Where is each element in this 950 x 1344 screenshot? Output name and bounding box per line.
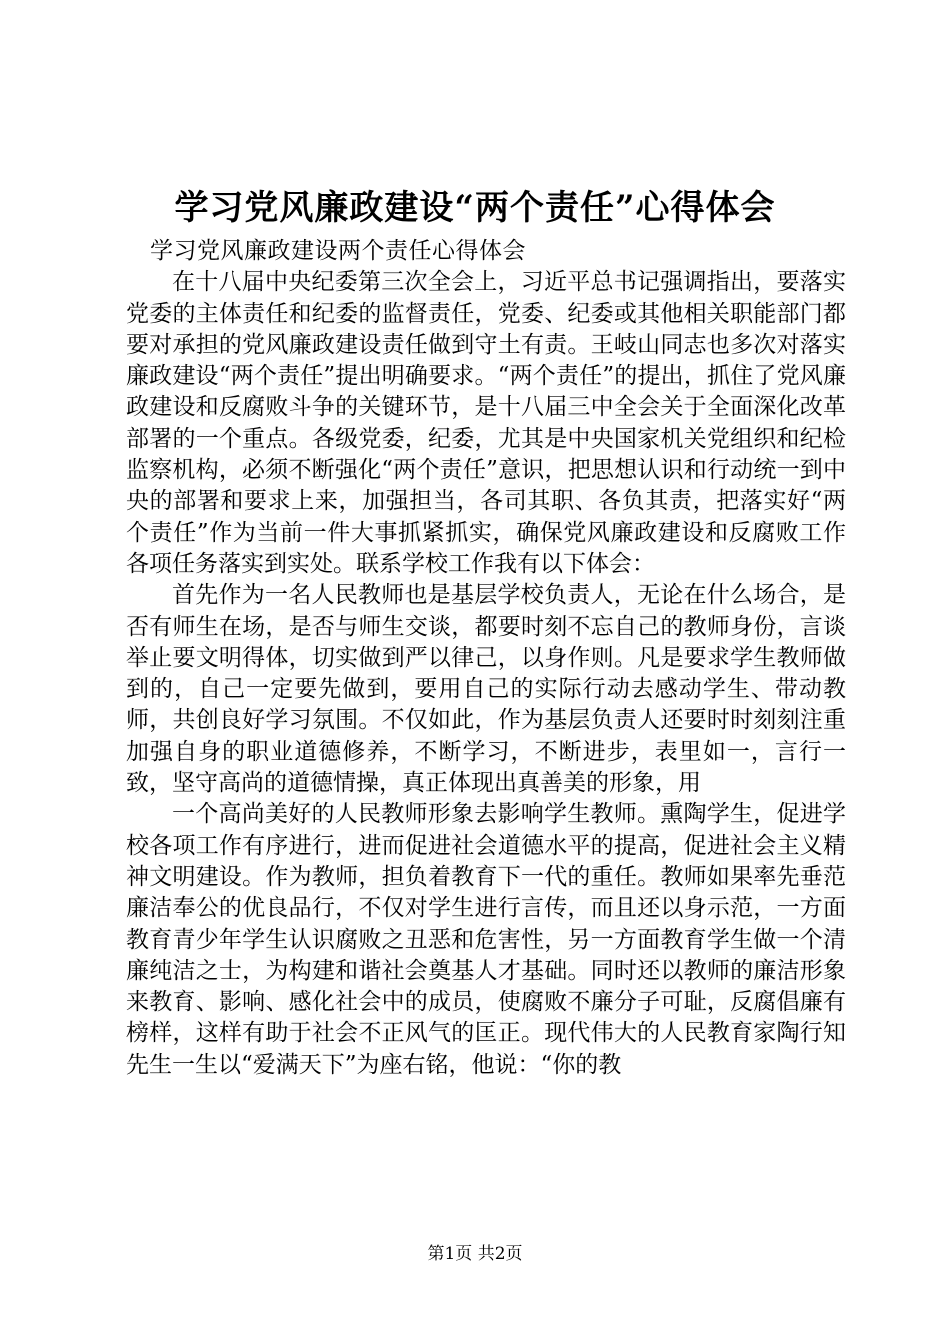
body-paragraph: 首先作为一名人民教师也是基层学校负责人，无论在什么场合，是否有师生在场，是否与师生交谈，都要时刻不忘自己的教师身份，言谈举止要文明得体，切实做到严以律己，以身作则。凡是要求学生教师做到的，自己一定要先做到，要用自己的实际行动去感动学生、带动教师，共创良好学习氛围。不仅如此，作为基层负责人还要时时刻刻注重加强自身的职业道德修养，不断学习，不断进步，表里如一，言行一致，坚守高尚的道德情操，真正体现出真善美的形象，用 [126, 582, 846, 797]
body-paragraph: 在十八届中央纪委第三次全会上，习近平总书记强调指出，要落实党委的主体责任和纪委的监督责任，党委、纪委或其他相关职能部门都要对承担的党风廉政建设责任做到守土有责。王岐山同志也多次对落实廉政建设“两个责任”提出明确要求。“两个责任”的提出，抓住了党风廉政建设和反腐败斗争的关键环节，是十八届三中全会关于全面深化改革部署的一个重点。各级党委，纪委，尤其是中央国家机关党组织和纪检监察机构，必须不断强化“两个责任”意识，把思想认识和行动统一到中央的部署和要求上来，加强担当，各司其职、各负其责，把落实好“两个责任”作为当前一件大事抓紧抓实，确保党风廉政建设和反腐败工作各项任务落实到实处。联系学校工作我有以下体会： [126, 269, 846, 577]
document-title: 学习党风廉政建设“两个责任”心得体会 [174, 188, 776, 228]
page-number-footer: 第1页 共2页 [427, 1244, 523, 1264]
document-body [126, 236, 846, 1081]
body-paragraph: 一个高尚美好的人民教师形象去影响学生教师。熏陶学生，促进学校各项工作有序进行，进而促进社会道德水平的提高，促进社会主义精神文明建设。作为教师，担负着教育下一代的重任。教师如果率先垂范廉洁奉公的优良品行，不仅对学生进行言传，而且还以身示范，一方面教育青少年学生认识腐败之丑恶和危害性，另一方面教育学生做一个清廉纯洁之士，为构建和谐社会奠基人才基础。同时还以教师的廉洁形象来教育、影响、感化社会中的成员，使腐败不廉分子可耻，反腐倡廉有榜样，这样有助于社会不正风气的匡正。现代伟大的人民教育家陶行知先生一生以“爱满天下”为座右铭，他说：“你的教 [126, 801, 846, 1078]
document-subtitle: 学习党风廉政建设两个责任心得体会 [150, 238, 526, 264]
